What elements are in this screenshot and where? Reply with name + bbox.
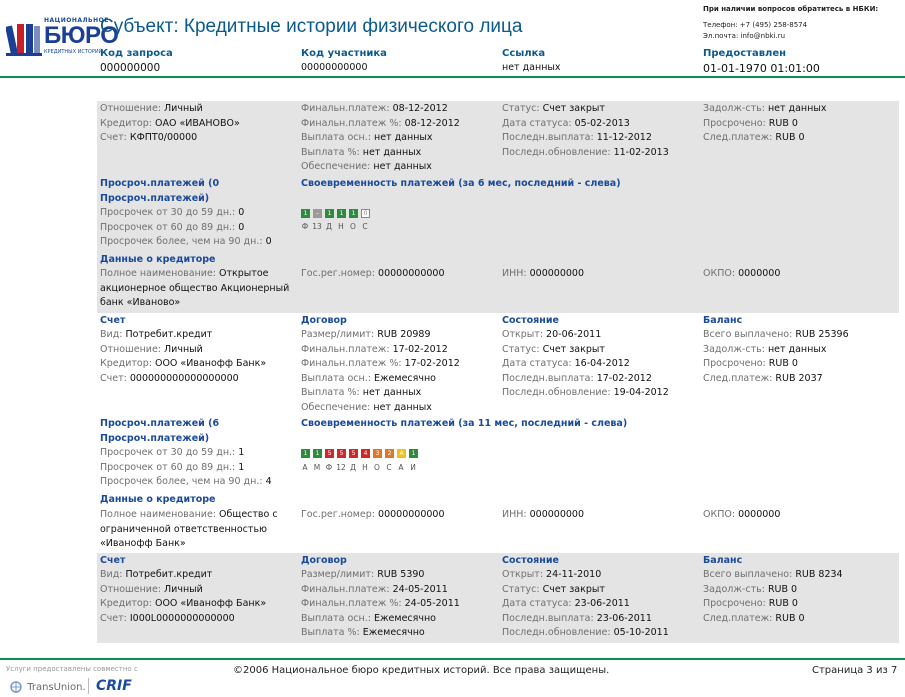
account-heading: Счет <box>100 315 126 326</box>
payment-month-label: Н <box>362 463 368 472</box>
contract-column: Размер/лимит: RUB 20989 Финальн.платеж: 17-02-2012 Финальн.платеж %: 17-02-2012 Выплата осн.: Ежемесячно Выплата %: нет данных Обеспечение: нет данных <box>301 329 460 413</box>
payment-month-labels <box>299 463 419 472</box>
account-column: Вид: Потребит.кредит Отношение: Личный Кредитор: ООО «Иванофф Банк» Счет: I000L0000000000000 <box>100 569 267 624</box>
contact-info <box>703 4 878 42</box>
creditor-inn: ИНН: 000000000 <box>502 268 585 279</box>
account-column: Отношение: Личный Кредитор: ОАО «ИВАНОВО» Счет: КФПТ0/00000 <box>100 103 240 143</box>
payment-status-square: 1 <box>349 209 358 218</box>
logo-bottom-text: КРЕДИТНЫХ ИСТОРИЙ <box>44 49 103 55</box>
creditor-okpo: ОКПО: 0000000 <box>703 509 781 520</box>
payment-status-square: 1 <box>325 209 334 218</box>
creditor-reg-number: Гос.рег.номер: 00000000000 <box>301 509 445 520</box>
payment-status-squares <box>301 209 373 219</box>
payment-month-label: И <box>410 463 416 472</box>
page-number: Страница 3 из 7 <box>812 665 898 676</box>
overdue-list: Просрочек от 30 до 59 дн.: 1 Просрочек от 60 до 89 дн.: 1 Просрочек более, чем на 90 дн.: 4 <box>100 447 272 487</box>
payment-status-square: – <box>313 209 322 218</box>
partners-note: Услуги предоставлены совместно с <box>6 665 138 673</box>
nbki-logo <box>6 16 119 58</box>
contact-email[interactable]: Эл.почта: info@nbki.ru <box>703 32 786 40</box>
account-block-3 <box>97 553 899 643</box>
payment-month-label: Ф <box>325 463 333 472</box>
payment-status-squares <box>301 449 421 459</box>
payment-month-labels <box>299 222 371 231</box>
payment-month-label: С <box>386 463 392 472</box>
creditor-fullname: Полное наименование: Общество с ограниченной ответственностью «Иванофф Банк» <box>100 509 278 549</box>
contact-phone: Телефон: +7 (495) 258-8574 <box>703 21 808 29</box>
state-heading: Состояние <box>502 315 559 326</box>
payment-month-label: Н <box>338 222 344 231</box>
balance-column: Всего выплачено: RUB 8234 Задолж-сть: RUB 0 Просрочено: RUB 0 След.платеж: RUB 0 <box>703 569 843 624</box>
transunion-logo: TransUnion. <box>10 681 86 693</box>
copyright: ©2006 Национальное бюро кредитных историй. Все права защищены. <box>233 665 610 676</box>
logo-books-icon <box>6 22 42 56</box>
footer-separator <box>88 678 89 694</box>
creditor-heading: Данные о кредиторе <box>100 494 216 505</box>
payment-month-label: Ф <box>301 222 309 231</box>
payment-month-label: О <box>374 463 380 472</box>
request-code-label: Код запроса <box>100 48 173 59</box>
payment-month-label: М <box>313 463 321 472</box>
member-code-value: 00000000000 <box>301 62 368 73</box>
payment-status-square: 4 <box>361 449 370 458</box>
transunion-globe-icon <box>10 681 24 693</box>
reference-value: нет данных <box>502 62 561 73</box>
timeliness-heading: Своевременность платежей (за 6 мес, последний - слева) <box>301 178 621 189</box>
state-heading: Состояние <box>502 555 559 566</box>
member-code-label: Код участника <box>301 48 387 59</box>
balance-column: Задолж-сть: нет данных Просрочено: RUB 0 След.платеж: RUB 0 <box>703 103 827 143</box>
balance-column: Всего выплачено: RUB 25396 Задолж-сть: нет данных Просрочено: RUB 0 След.платеж: RUB 2037 <box>703 329 849 384</box>
crif-logo: CRIF <box>96 678 132 694</box>
header-divider <box>0 76 905 78</box>
logo-top-text: НАЦИОНАЛЬНОЕ <box>44 17 109 24</box>
provided-label: Предоставлен <box>703 48 787 59</box>
payment-month-label: Д <box>350 463 356 472</box>
timeliness-heading: Своевременность платежей (за 11 мес, последний - слева) <box>301 418 628 429</box>
provided-value: 01-01-1970 01:01:00 <box>703 62 820 75</box>
payment-month-label: О <box>350 222 356 231</box>
contract-heading: Договор <box>301 555 347 566</box>
balance-heading: Баланс <box>703 555 743 566</box>
state-column: Открыт: 24-11-2010 Статус: Счет закрыт Дата статуса: 23-06-2011 Последн.выплата: 23-06-2011 Последн.обновление: 05-10-2011 <box>502 569 669 638</box>
account-block-1 <box>97 101 899 313</box>
account-heading: Счет <box>100 555 126 566</box>
contact-heading: При наличии вопросов обратитесь в НБКИ: <box>703 5 879 13</box>
balance-heading: Баланс <box>703 315 743 326</box>
payment-status-square: 1 <box>313 449 322 458</box>
payment-status-square: 5 <box>325 449 334 458</box>
payment-status-square: 1 <box>409 449 418 458</box>
creditor-heading: Данные о кредиторе <box>100 254 216 265</box>
payment-status-square: 5 <box>337 449 346 458</box>
payment-status-square: A <box>397 449 406 458</box>
payment-month-label: 13 <box>312 222 322 231</box>
creditor-fullname: Полное наименование: Открытое акционерное общество Акционерный банк «Иваново» <box>100 268 290 308</box>
account-column: Вид: Потребит.кредит Отношение: Личный Кредитор: ООО «Иванофф Банк» Счет: 000000000000000000 <box>100 329 267 384</box>
payment-status-square: 5 <box>349 449 358 458</box>
state-column: Открыт: 20-06-2011 Статус: Счет закрыт Дата статуса: 16-04-2012 Последн.выплата: 17-02-2012 Последн.обновление: 19-04-2012 <box>502 329 669 398</box>
overdue-heading: Просроч.платежей (6 Просроч.платежей) <box>100 418 220 444</box>
payment-status-square: 1 <box>337 209 346 218</box>
contract-column: Финальн.платеж: 08-12-2012 Финальн.платеж %: 08-12-2012 Выплата осн.: нет данных Выплата %: нет данных Обеспечение: нет данных <box>301 103 460 172</box>
creditor-okpo: ОКПО: 0000000 <box>703 268 781 279</box>
contract-heading: Договор <box>301 315 347 326</box>
payment-status-square: 1 <box>301 209 310 218</box>
payment-month-label: А <box>302 463 308 472</box>
payment-status-square: 3 <box>373 449 382 458</box>
contract-column: Размер/лимит: RUB 5390 Финальн.платеж: 24-05-2011 Финальн.платеж %: 24-05-2011 Выплата осн.: Ежемесячно Выплата %: Ежемесячно <box>301 569 460 638</box>
account-block-2 <box>97 313 899 553</box>
creditor-reg-number: Гос.рег.номер: 00000000000 <box>301 268 445 279</box>
request-code-value: 000000000 <box>100 62 161 74</box>
page-title: Субъект: Кредитные истории физического лица <box>100 16 523 37</box>
footer-divider <box>0 658 905 660</box>
payment-status-square: 2 <box>385 449 394 458</box>
payment-month-label: С <box>362 222 368 231</box>
payment-status-square: 1 <box>301 449 310 458</box>
overdue-list: Просрочек от 30 до 59 дн.: 0 Просрочек от 60 до 89 дн.: 0 Просрочек более, чем на 90 дн.: 0 <box>100 207 272 247</box>
overdue-heading: Просроч.платежей (0 Просроч.платежей) <box>100 178 220 204</box>
state-column: Статус: Счет закрыт Дата статуса: 05-02-2013 Последн.выплата: 11-12-2012 Последн.обновление: 11-02-2013 <box>502 103 669 158</box>
payment-status-square: 0 <box>361 209 370 218</box>
logo-main-text: БЮРО <box>44 22 119 49</box>
payment-month-label: А <box>398 463 404 472</box>
payment-month-label: 12 <box>336 463 346 472</box>
reference-label: Ссылка <box>502 48 546 59</box>
creditor-inn: ИНН: 000000000 <box>502 509 585 520</box>
payment-month-label: Д <box>326 222 332 231</box>
